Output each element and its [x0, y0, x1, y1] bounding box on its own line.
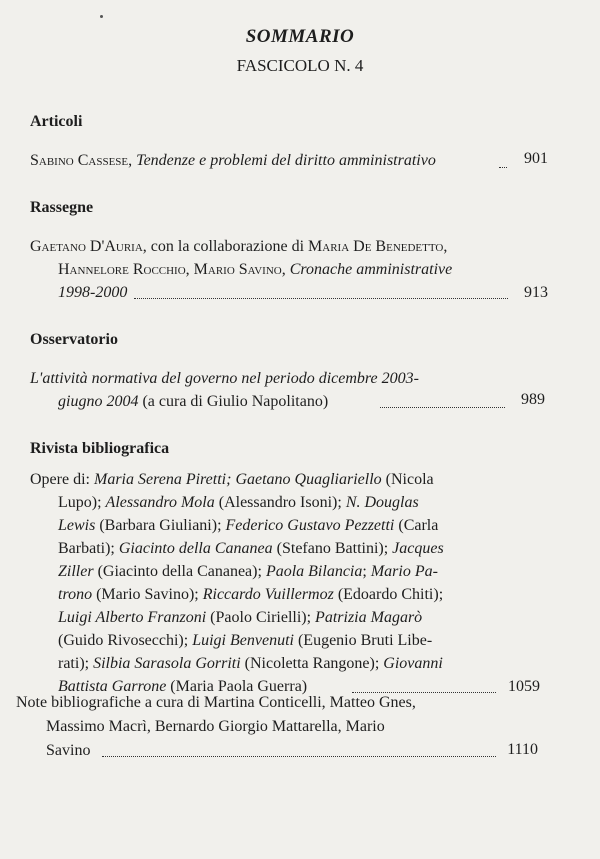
entry-text: (Mario Savino);	[92, 586, 203, 603]
entry-title: giugno 2004	[58, 393, 139, 410]
entry-text: (Stefano Battini);	[272, 540, 393, 557]
entry-sep: ,	[128, 152, 137, 169]
entry-author: Hannelore Rocchio	[58, 261, 186, 278]
section-heading-osservatorio: Osservatorio	[30, 331, 118, 348]
note-entry-line[interactable]	[46, 740, 90, 762]
entry-title: L'attività normativa del governo nel periodo dicembre 2003-	[30, 370, 419, 387]
entry-text: Lupo);	[58, 494, 106, 511]
note-entry-line[interactable]	[16, 692, 416, 714]
entry-title: Federico Gustavo Pezzetti	[225, 517, 395, 534]
entry-sep: ,	[185, 261, 194, 278]
leader-dots	[134, 298, 508, 299]
entry-author: Mario Savino	[193, 261, 282, 278]
opere-entry-line[interactable]	[58, 492, 419, 514]
entry-title: Cronache amministrative	[289, 261, 453, 278]
entry-text: , con la collaborazione di	[142, 238, 309, 255]
entry-text: (Alessandro Isoni);	[214, 494, 346, 511]
entry-text: (Paolo Cirielli);	[206, 609, 316, 626]
opere-entry-line[interactable]	[58, 584, 443, 606]
page-number: 1059	[508, 678, 540, 695]
rassegne-entry-line[interactable]	[30, 236, 447, 258]
entry-title: Giovanni	[383, 655, 443, 672]
entry-text: (Guido Rivosecchi);	[58, 632, 193, 649]
articoli-entry[interactable]	[30, 150, 436, 172]
entry-text: Note bibliografiche a cura di Martina Conticelli, Matteo Gnes,	[16, 694, 416, 711]
entry-author: Gaetano D'Auria	[30, 238, 143, 255]
entry-text: Opere di:	[30, 471, 94, 488]
section-heading-rassegne: Rassegne	[30, 199, 94, 216]
entry-title: Maria Serena Piretti; Gaetano Quagliariello	[93, 471, 382, 488]
page-title: SOMMARIO	[245, 26, 355, 47]
entry-text: Savino	[46, 742, 91, 759]
opere-entry-line[interactable]	[30, 469, 434, 491]
entry-text: (Edoardo Chiti);	[333, 586, 444, 603]
entry-text: (Carla	[394, 517, 439, 534]
entry-title: Riccardo Vuillermoz	[202, 586, 334, 603]
opere-entry-line[interactable]	[58, 607, 422, 629]
entry-title: Tendenze e problemi del diritto amministrativo	[136, 152, 436, 169]
note-entry-line[interactable]	[46, 716, 385, 738]
opere-entry-line[interactable]	[58, 653, 443, 675]
rassegne-entry-line[interactable]	[58, 282, 127, 304]
page-subtitle: FASCICOLO N. 4	[236, 56, 364, 75]
entry-title: Mario Pa-	[370, 563, 438, 580]
entry-text: Massimo Macrì, Bernardo Giorgio Mattarella, Mario	[46, 718, 385, 735]
rassegne-entry-line[interactable]	[58, 259, 452, 281]
entry-text: ,	[443, 238, 448, 255]
entry-text: ;	[362, 563, 371, 580]
entry-text: Barbati);	[58, 540, 119, 557]
opere-entry-line[interactable]	[58, 515, 438, 537]
entry-author: Sabino Cassese	[30, 152, 129, 169]
print-speck	[100, 15, 103, 18]
entry-text: (Nicola	[381, 471, 434, 488]
osservatorio-entry-line[interactable]	[30, 368, 419, 390]
entry-sep: ,	[281, 261, 290, 278]
entry-text: (Nicoletta Rangone);	[240, 655, 384, 672]
entry-title: 1998-2000	[58, 284, 128, 301]
entry-text: (Giacinto della Cananea);	[93, 563, 266, 580]
leader-dots	[380, 407, 505, 408]
page-number: 901	[524, 150, 548, 167]
entry-title: Silbia Sarasola Gorriti	[93, 655, 241, 672]
opere-entry-line[interactable]	[58, 561, 438, 583]
entry-title: Ziller	[58, 563, 94, 580]
opere-entry-line[interactable]	[58, 538, 444, 560]
entry-title: N. Douglas	[345, 494, 419, 511]
page-number: 1110	[507, 741, 538, 758]
entry-title: Lewis	[58, 517, 96, 534]
osservatorio-entry-line[interactable]	[58, 391, 328, 413]
entry-title: Giacinto della Cananea	[118, 540, 273, 557]
entry-text: (Maria Paola Guerra)	[166, 678, 308, 695]
leader-dots	[102, 756, 496, 757]
page-number: 913	[524, 284, 548, 301]
entry-text: (Eugenio Bruti Libe-	[293, 632, 433, 649]
entry-text: (a cura di Giulio Napolitano)	[138, 393, 329, 410]
page-number: 989	[521, 391, 545, 408]
entry-title: Paola Bilancia	[265, 563, 363, 580]
section-heading-rivista: Rivista bibliografica	[30, 440, 170, 457]
entry-title: Battista Garrone	[58, 678, 167, 695]
opere-entry-line[interactable]	[58, 630, 432, 652]
section-heading-articoli: Articoli	[30, 113, 83, 130]
leader-dots	[499, 167, 507, 168]
entry-title: Luigi Alberto Franzoni	[58, 609, 207, 626]
entry-title: Jacques	[392, 540, 444, 557]
entry-title: Luigi Benvenuti	[192, 632, 294, 649]
entry-author: Maria De Benedetto	[308, 238, 444, 255]
entry-title: trono	[58, 586, 93, 603]
entry-text: rati);	[58, 655, 94, 672]
entry-title: Alessandro Mola	[105, 494, 215, 511]
entry-text: (Barbara Giuliani);	[95, 517, 226, 534]
entry-title: Patrizia Magarò	[315, 609, 423, 626]
